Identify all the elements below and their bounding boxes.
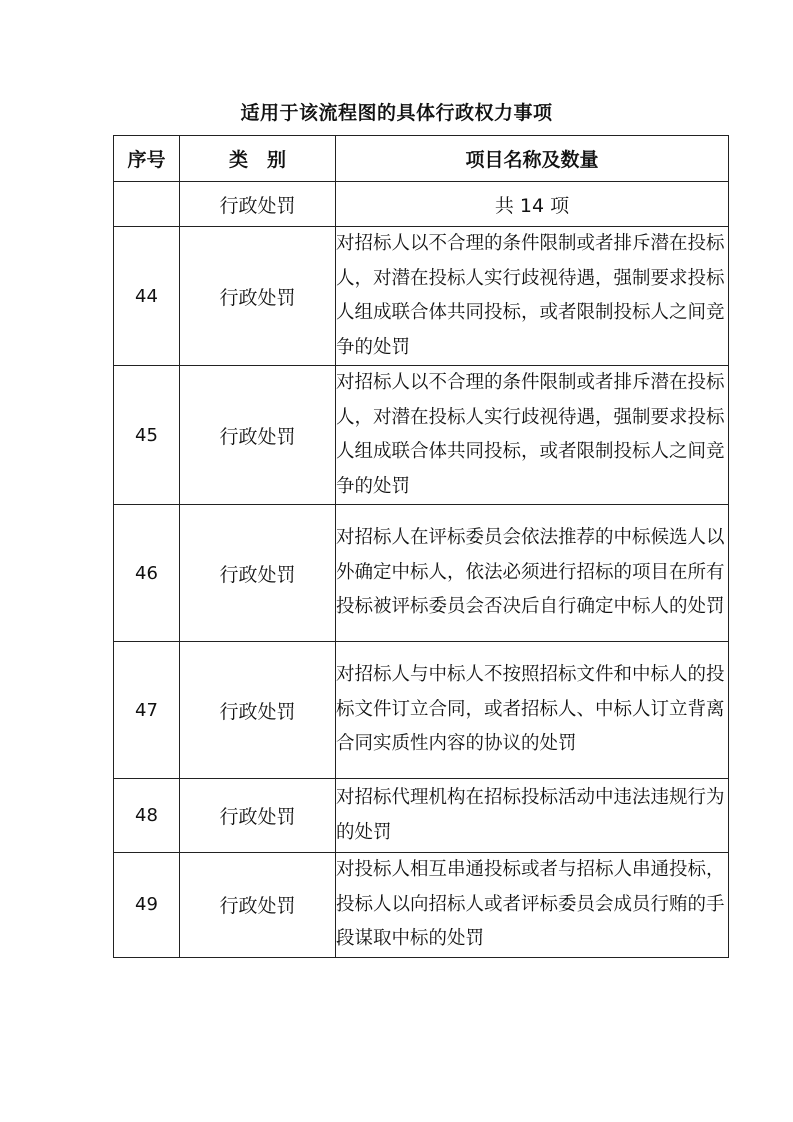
- row-category: 行政处罚: [180, 505, 336, 642]
- row-serial-number: 46: [114, 505, 180, 642]
- table-row: [114, 366, 729, 505]
- row-serial-number: 44: [114, 227, 180, 366]
- row-category: 行政处罚: [180, 642, 336, 779]
- row-item-name-text: 对招标人与中标人不按照招标文件和中标人的投标文件订立合同，或者招标人、中标人订立背离合同实质性内容的协议的处罚: [336, 664, 725, 755]
- document-title: 适用于该流程图的具体行政权力事项: [240, 102, 553, 124]
- row-item-name: [336, 505, 729, 642]
- row-serial-number: 47: [114, 642, 180, 779]
- header-item-name-and-count: 项目名称及数量: [336, 136, 729, 182]
- table-row: [114, 853, 729, 958]
- table-row: [114, 227, 729, 366]
- table-row: [114, 505, 729, 642]
- summary-item-count: 共 14 项: [336, 182, 729, 227]
- row-item-name-text: 对招标人在评标委员会依法推荐的中标候选人以外确定中标人，依法必须进行招标的项目在所有投标被评标委员会否决后自行确定中标人的处罚: [336, 527, 725, 618]
- table-row: [114, 779, 729, 853]
- row-item-name-text: 对招标人以不合理的条件限制或者排斥潜在投标人，对潜在投标人实行歧视待遇，强制要求投标人组成联合体共同投标，或者限制投标人之间竞争的处罚: [336, 372, 725, 497]
- row-serial-number: 45: [114, 366, 180, 505]
- row-category: 行政处罚: [180, 853, 336, 958]
- row-item-name: [336, 642, 729, 779]
- table-row: [114, 642, 729, 779]
- row-item-name-text: 对投标人相互串通投标或者与招标人串通投标，投标人以向招标人或者评标委员会成员行贿的手段谋取中标的处罚: [336, 859, 725, 949]
- row-serial-number: 49: [114, 853, 180, 958]
- row-item-name-text: 对招标代理机构在招标投标活动中违法违规行为的处罚: [336, 787, 725, 843]
- row-item-name: [336, 366, 729, 505]
- row-category: 行政处罚: [180, 779, 336, 853]
- row-item-name: [336, 853, 729, 958]
- header-serial-number: 序号: [114, 136, 180, 182]
- summary-serial-number: [114, 182, 180, 227]
- summary-category: 行政处罚: [180, 182, 336, 227]
- table-summary-row: [114, 182, 729, 227]
- header-category: 类 别: [180, 136, 336, 182]
- row-item-name: [336, 227, 729, 366]
- row-category: 行政处罚: [180, 366, 336, 505]
- row-category: 行政处罚: [180, 227, 336, 366]
- row-serial-number: 48: [114, 779, 180, 853]
- row-item-name-text: 对招标人以不合理的条件限制或者排斥潜在投标人，对潜在投标人实行歧视待遇，强制要求投标人组成联合体共同投标，或者限制投标人之间竞争的处罚: [336, 233, 725, 358]
- table-header-row: [114, 136, 729, 182]
- power-matters-table: [113, 135, 729, 958]
- row-item-name: [336, 779, 729, 853]
